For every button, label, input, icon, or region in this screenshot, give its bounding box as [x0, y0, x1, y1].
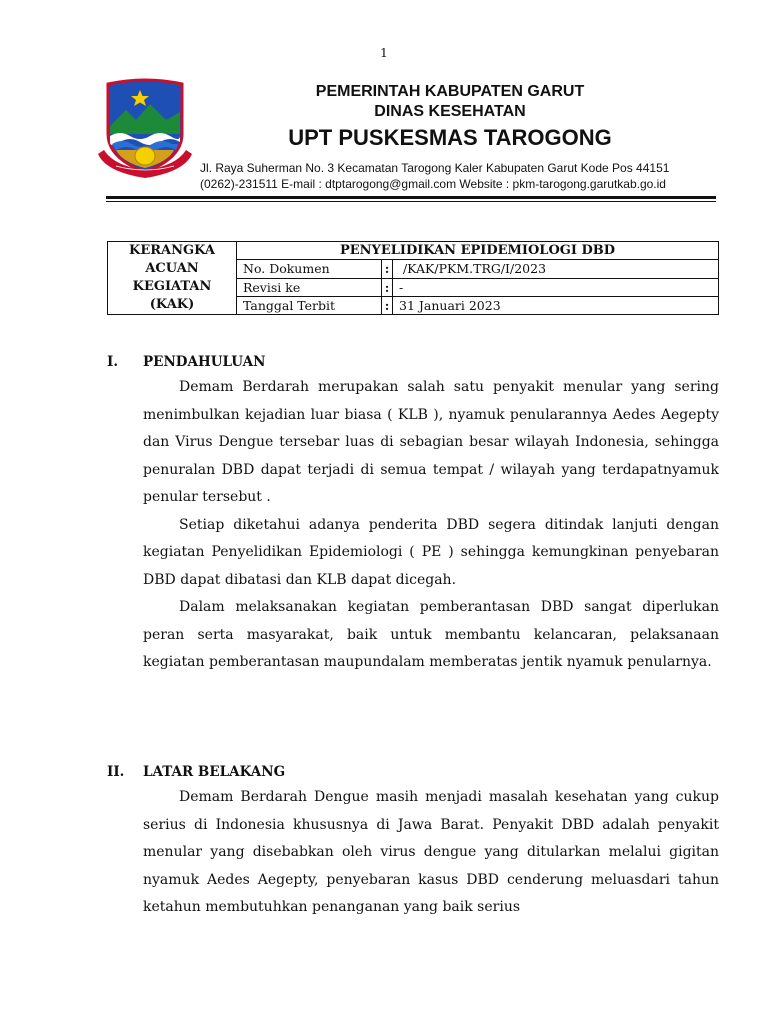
- kak-label-line: KERANGKA: [129, 243, 215, 258]
- institution-name: UPT PUSKESMAS TAROGONG: [288, 125, 612, 150]
- kak-label-cell: [108, 242, 237, 315]
- paragraph: Demam Berdarah merupakan salah satu penyakit menular yang sering menimbulkan kejadian luar biasa ( KLB ), nyamuk penularannya Aedes Aegepty dan Virus Dengue tersebar luas di sebagian besar wilayah Indonesia, sehingga penuralan DBD dapat terjadi di semua tempat / wilayah yang terdapatnyamuk penular tersebut .: [143, 379, 719, 505]
- letterhead: [200, 82, 700, 152]
- issue-date-label: Tanggal Terbit: [237, 296, 382, 314]
- document-info-table: [107, 241, 719, 315]
- section-latar-belakang: [107, 762, 719, 922]
- issue-date-value: 31 Januari 2023: [393, 296, 719, 314]
- section-heading: [107, 762, 719, 782]
- address-line: Jl. Raya Suherman No. 3 Kecamatan Tarogong Kaler Kabupaten Garut Kode Pos 44151: [200, 161, 670, 175]
- garut-regency-emblem-icon: [96, 76, 194, 180]
- doc-number-label: No. Dokumen: [237, 260, 382, 278]
- colon: :: [382, 260, 393, 278]
- kak-label-line: KEGIATAN: [132, 279, 212, 294]
- paragraph: Setiap diketahui adanya penderita DBD segera ditindak lanjuti dengan kegiatan Penyelidikan Epidemiologi ( PE ) sehingga kemungkinan penyebaran DBD dapat dibatasi dan KLB dapat dicegah.: [143, 516, 719, 588]
- section-number: II.: [107, 764, 125, 780]
- address-block: [200, 160, 705, 192]
- colon: :: [382, 296, 393, 314]
- section-title: LATAR BELAKANG: [143, 764, 286, 780]
- government-name: PEMERINTAH KABUPATEN GARUT: [315, 83, 585, 100]
- doc-number-value: /KAK/PKM.TRG/I/2023: [393, 260, 719, 278]
- kak-label-line: (KAK): [149, 297, 195, 312]
- section-pendahuluan: [107, 352, 719, 677]
- page-number: 1: [380, 46, 388, 60]
- contact-line: (0262)-231511 E-mail : dtptarogong@gmail.com Website : pkm-tarogong.garutkab.go.id: [200, 177, 666, 191]
- paragraph: Demam Berdarah Dengue masih menjadi masalah kesehatan yang cukup serius di Indonesia khususnya di Jawa Barat. Penyakit DBD adalah penyakit menular yang disebabkan oleh virus dengue yang ditularkan melalui gigitan nyamuk Aedes Aegepty, penyebaran kasus DBD cenderung meluasdari tahun ketahun membutuhkan penanganan yang baik serius: [143, 789, 719, 915]
- revision-label: Revisi ke: [237, 278, 382, 296]
- colon: :: [382, 278, 393, 296]
- department-name: DINAS KESEHATAN: [374, 103, 526, 120]
- kak-label-line: ACUAN: [145, 261, 199, 276]
- section-title: PENDAHULUAN: [143, 354, 266, 370]
- section-number: I.: [107, 354, 119, 370]
- section-heading: [107, 352, 719, 372]
- header-divider-thick: [106, 196, 716, 199]
- revision-value: -: [393, 278, 719, 296]
- header-divider-thin: [106, 201, 716, 202]
- document-title: PENYELIDIKAN EPIDEMIOLOGI DBD: [237, 242, 719, 260]
- paragraph: Dalam melaksanakan kegiatan pemberantasan DBD sangat diperlukan peran serta masyarakat, baik untuk membantu kelancaran, pelaksanaan kegiatan pemberantasan maupundalam memberatas jentik nyamuk penularnya.: [143, 599, 719, 670]
